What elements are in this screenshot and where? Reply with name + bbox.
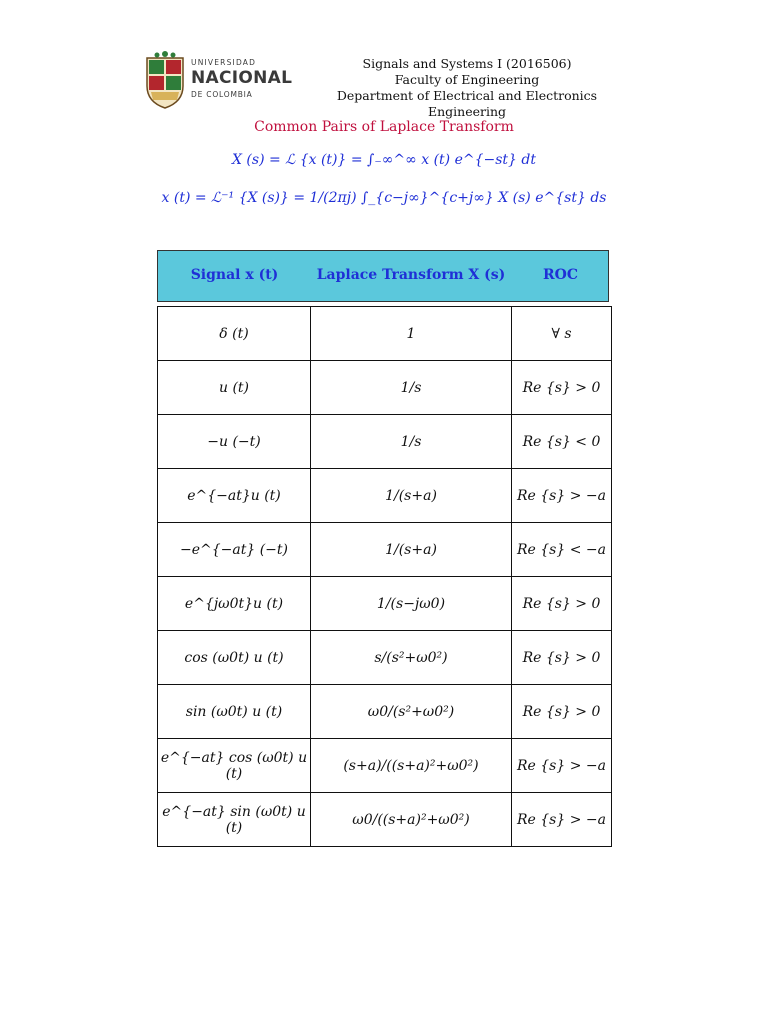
- laplace-pairs-table: [157, 306, 612, 847]
- signal-cell: e^{−at} sin (ω0t) u (t): [158, 793, 311, 847]
- transform-cell: 1/s: [311, 415, 512, 469]
- roc-cell: ∀ s: [512, 307, 612, 361]
- header-roc: ROC: [543, 267, 578, 283]
- department-name: Department of Electrical and Electronics Engineering: [336, 88, 598, 119]
- roc-cell: Re {s} > −a: [512, 469, 612, 523]
- table-row: [158, 685, 612, 739]
- faculty-name: Faculty of Engineering: [394, 72, 540, 87]
- logo-text-colombia: DE COLOMBIA: [191, 90, 253, 99]
- university-seal-icon: [143, 50, 187, 110]
- transform-cell: (s+a)/((s+a)²+ω0²): [311, 739, 512, 793]
- university-logo: [143, 50, 293, 112]
- document-header: [300, 56, 634, 120]
- roc-cell: Re {s} < −a: [512, 523, 612, 577]
- roc-cell: Re {s} > −a: [512, 739, 612, 793]
- roc-cell: Re {s} > 0: [512, 685, 612, 739]
- roc-cell: Re {s} > −a: [512, 793, 612, 847]
- roc-cell: Re {s} > 0: [512, 361, 612, 415]
- table-row: [158, 523, 612, 577]
- course-title: Signals and Systems I (2016506): [362, 56, 572, 71]
- roc-cell: Re {s} > 0: [512, 631, 612, 685]
- logo-text-universidad: UNIVERSIDAD: [191, 58, 257, 67]
- header-signal: Signal x (t): [190, 267, 279, 283]
- page-title: Common Pairs of Laplace Transform: [254, 119, 514, 135]
- table-row: [158, 361, 612, 415]
- signal-cell: cos (ω0t) u (t): [158, 631, 311, 685]
- table-header: [157, 250, 609, 302]
- transform-cell: ω0/((s+a)²+ω0²): [311, 793, 512, 847]
- transform-cell: ω0/(s²+ω0²): [311, 685, 512, 739]
- transform-cell: 1/(s+a): [311, 523, 512, 577]
- transform-cell: 1/(s−jω0): [311, 577, 512, 631]
- table-row: [158, 469, 612, 523]
- signal-cell: e^{−at} cos (ω0t) u (t): [158, 739, 311, 793]
- table-row: [158, 307, 612, 361]
- roc-cell: Re {s} < 0: [512, 415, 612, 469]
- signal-cell: u (t): [158, 361, 311, 415]
- transform-cell: 1: [311, 307, 512, 361]
- signal-cell: δ (t): [158, 307, 311, 361]
- table-row: [158, 415, 612, 469]
- table-row: [158, 577, 612, 631]
- transform-cell: s/(s²+ω0²): [311, 631, 512, 685]
- roc-cell: Re {s} > 0: [512, 577, 612, 631]
- laplace-inverse-formula: x (t) = ℒ⁻¹ {X (s)} = 1/(2πj) ∫_{c−j∞}^{c+j∞} X (s) e^{st} ds: [161, 190, 607, 206]
- signal-cell: e^{−at}u (t): [158, 469, 311, 523]
- header-transform: Laplace Transform X (s): [316, 267, 506, 283]
- table-row: [158, 739, 612, 793]
- transform-cell: 1/(s+a): [311, 469, 512, 523]
- transform-cell: 1/s: [311, 361, 512, 415]
- laplace-forward-formula: X (s) = ℒ {x (t)} = ∫₋∞^∞ x (t) e^{−st} dt: [232, 152, 536, 168]
- signal-cell: sin (ω0t) u (t): [158, 685, 311, 739]
- table-row: [158, 793, 612, 847]
- logo-text-nacional: NACIONAL: [191, 68, 293, 88]
- table-row: [158, 631, 612, 685]
- signal-cell: e^{jω0t}u (t): [158, 577, 311, 631]
- signal-cell: −u (−t): [158, 415, 311, 469]
- signal-cell: −e^{−at} (−t): [158, 523, 311, 577]
